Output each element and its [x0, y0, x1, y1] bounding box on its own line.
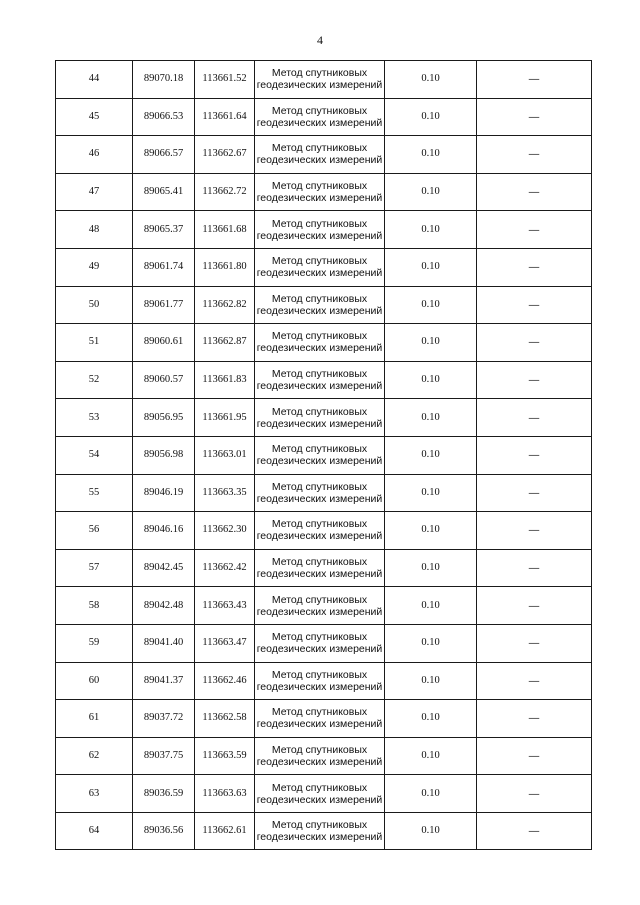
- x-coordinate-cell: 89036.56: [133, 812, 195, 850]
- table-row: [56, 361, 592, 399]
- x-coordinate-cell: 89065.37: [133, 211, 195, 249]
- note-cell: —: [477, 211, 592, 249]
- table-row: [56, 136, 592, 174]
- x-coordinate-cell: 89056.98: [133, 436, 195, 474]
- note-cell: —: [477, 436, 592, 474]
- method-line-2: геодезических измерений: [256, 643, 383, 656]
- method-cell: [255, 324, 385, 362]
- table-row: [56, 624, 592, 662]
- note-cell: —: [477, 286, 592, 324]
- method-cell: [255, 775, 385, 813]
- method-line-2: геодезических измерений: [256, 116, 383, 129]
- accuracy-cell: 0.10: [385, 737, 477, 775]
- table-row: [56, 286, 592, 324]
- table-row: [56, 98, 592, 136]
- method-line-2: геодезических измерений: [256, 154, 383, 167]
- method-cell: [255, 436, 385, 474]
- table-row: [56, 700, 592, 738]
- coordinates-table: [55, 60, 592, 850]
- accuracy-cell: 0.10: [385, 662, 477, 700]
- y-coordinate-cell: 113663.35: [195, 474, 255, 512]
- table-row: [56, 324, 592, 362]
- y-coordinate-cell: 113661.95: [195, 399, 255, 437]
- y-coordinate-cell: 113662.72: [195, 173, 255, 211]
- x-coordinate-cell: 89041.37: [133, 662, 195, 700]
- point-number-cell: 58: [56, 587, 133, 625]
- accuracy-cell: 0.10: [385, 136, 477, 174]
- table-row: [56, 662, 592, 700]
- table-row: [56, 211, 592, 249]
- method-line-1: Метод спутниковых: [271, 142, 368, 155]
- method-line-2: геодезических измерений: [256, 530, 383, 543]
- method-line-2: геодезических измерений: [256, 417, 383, 430]
- method-line-1: Метод спутниковых: [271, 631, 368, 644]
- x-coordinate-cell: 89046.19: [133, 474, 195, 512]
- x-coordinate-cell: 89066.57: [133, 136, 195, 174]
- table-row: [56, 549, 592, 587]
- y-coordinate-cell: 113661.80: [195, 248, 255, 286]
- method-line-1: Метод спутниковых: [271, 255, 368, 268]
- x-coordinate-cell: 89042.45: [133, 549, 195, 587]
- note-cell: —: [477, 549, 592, 587]
- y-coordinate-cell: 113661.64: [195, 98, 255, 136]
- point-number-cell: 64: [56, 812, 133, 850]
- table-row: [56, 61, 592, 99]
- method-line-1: Метод спутниковых: [271, 706, 368, 719]
- method-line-1: Метод спутниковых: [271, 330, 368, 343]
- method-cell: [255, 549, 385, 587]
- method-line-1: Метод спутниковых: [271, 217, 368, 230]
- method-line-2: геодезических измерений: [256, 755, 383, 768]
- method-cell: [255, 474, 385, 512]
- point-number-cell: 44: [56, 61, 133, 99]
- method-cell: [255, 136, 385, 174]
- point-number-cell: 62: [56, 737, 133, 775]
- note-cell: —: [477, 587, 592, 625]
- table-row: [56, 812, 592, 850]
- accuracy-cell: 0.10: [385, 61, 477, 99]
- method-cell: [255, 662, 385, 700]
- method-line-2: геодезических измерений: [256, 267, 383, 280]
- x-coordinate-cell: 89046.16: [133, 512, 195, 550]
- method-line-2: геодезических измерений: [256, 605, 383, 618]
- point-number-cell: 46: [56, 136, 133, 174]
- point-number-cell: 48: [56, 211, 133, 249]
- method-cell: [255, 812, 385, 850]
- y-coordinate-cell: 113662.46: [195, 662, 255, 700]
- note-cell: —: [477, 61, 592, 99]
- method-cell: [255, 211, 385, 249]
- method-cell: [255, 248, 385, 286]
- accuracy-cell: 0.10: [385, 286, 477, 324]
- note-cell: —: [477, 775, 592, 813]
- method-line-2: геодезических измерений: [256, 831, 383, 844]
- method-cell: [255, 61, 385, 99]
- coordinates-table-body: [56, 61, 592, 850]
- table-row: [56, 474, 592, 512]
- point-number-cell: 53: [56, 399, 133, 437]
- accuracy-cell: 0.10: [385, 812, 477, 850]
- x-coordinate-cell: 89061.77: [133, 286, 195, 324]
- note-cell: —: [477, 812, 592, 850]
- method-cell: [255, 737, 385, 775]
- x-coordinate-cell: 89037.72: [133, 700, 195, 738]
- x-coordinate-cell: 89041.40: [133, 624, 195, 662]
- accuracy-cell: 0.10: [385, 775, 477, 813]
- y-coordinate-cell: 113663.01: [195, 436, 255, 474]
- method-cell: [255, 173, 385, 211]
- y-coordinate-cell: 113663.47: [195, 624, 255, 662]
- method-line-1: Метод спутниковых: [271, 180, 368, 193]
- point-number-cell: 59: [56, 624, 133, 662]
- accuracy-cell: 0.10: [385, 624, 477, 662]
- x-coordinate-cell: 89065.41: [133, 173, 195, 211]
- y-coordinate-cell: 113661.68: [195, 211, 255, 249]
- note-cell: —: [477, 248, 592, 286]
- method-line-1: Метод спутниковых: [271, 405, 368, 418]
- note-cell: —: [477, 624, 592, 662]
- y-coordinate-cell: 113662.61: [195, 812, 255, 850]
- x-coordinate-cell: 89056.95: [133, 399, 195, 437]
- x-coordinate-cell: 89061.74: [133, 248, 195, 286]
- method-cell: [255, 286, 385, 324]
- method-cell: [255, 361, 385, 399]
- method-line-1: Метод спутниковых: [271, 367, 368, 380]
- method-line-2: геодезических измерений: [256, 304, 383, 317]
- accuracy-cell: 0.10: [385, 436, 477, 474]
- method-line-1: Метод спутниковых: [271, 781, 368, 794]
- method-line-1: Метод спутниковых: [271, 555, 368, 568]
- table-row: [56, 248, 592, 286]
- point-number-cell: 45: [56, 98, 133, 136]
- note-cell: —: [477, 136, 592, 174]
- note-cell: —: [477, 662, 592, 700]
- x-coordinate-cell: 89060.61: [133, 324, 195, 362]
- accuracy-cell: 0.10: [385, 324, 477, 362]
- method-line-1: Метод спутниковых: [271, 743, 368, 756]
- y-coordinate-cell: 113662.67: [195, 136, 255, 174]
- x-coordinate-cell: 89070.18: [133, 61, 195, 99]
- accuracy-cell: 0.10: [385, 248, 477, 286]
- accuracy-cell: 0.10: [385, 474, 477, 512]
- y-coordinate-cell: 113661.52: [195, 61, 255, 99]
- page-number: 4: [317, 33, 323, 47]
- table-row: [56, 399, 592, 437]
- y-coordinate-cell: 113661.83: [195, 361, 255, 399]
- y-coordinate-cell: 113662.87: [195, 324, 255, 362]
- method-line-1: Метод спутниковых: [271, 518, 368, 531]
- x-coordinate-cell: 89037.75: [133, 737, 195, 775]
- y-coordinate-cell: 113662.30: [195, 512, 255, 550]
- y-coordinate-cell: 113663.63: [195, 775, 255, 813]
- point-number-cell: 60: [56, 662, 133, 700]
- table-row: [56, 737, 592, 775]
- accuracy-cell: 0.10: [385, 98, 477, 136]
- point-number-cell: 57: [56, 549, 133, 587]
- accuracy-cell: 0.10: [385, 512, 477, 550]
- y-coordinate-cell: 113662.42: [195, 549, 255, 587]
- method-line-1: Метод спутниковых: [271, 593, 368, 606]
- accuracy-cell: 0.10: [385, 587, 477, 625]
- accuracy-cell: 0.10: [385, 700, 477, 738]
- accuracy-cell: 0.10: [385, 211, 477, 249]
- method-line-2: геодезических измерений: [256, 79, 383, 92]
- note-cell: —: [477, 98, 592, 136]
- note-cell: —: [477, 173, 592, 211]
- point-number-cell: 63: [56, 775, 133, 813]
- note-cell: —: [477, 399, 592, 437]
- method-cell: [255, 98, 385, 136]
- method-line-2: геодезических измерений: [256, 492, 383, 505]
- point-number-cell: 51: [56, 324, 133, 362]
- method-cell: [255, 512, 385, 550]
- x-coordinate-cell: 89042.48: [133, 587, 195, 625]
- table-row: [56, 512, 592, 550]
- note-cell: —: [477, 474, 592, 512]
- method-cell: [255, 587, 385, 625]
- method-line-1: Метод спутниковых: [271, 443, 368, 456]
- y-coordinate-cell: 113662.82: [195, 286, 255, 324]
- accuracy-cell: 0.10: [385, 173, 477, 211]
- x-coordinate-cell: 89066.53: [133, 98, 195, 136]
- y-coordinate-cell: 113662.58: [195, 700, 255, 738]
- method-line-1: Метод спутниковых: [271, 67, 368, 80]
- point-number-cell: 52: [56, 361, 133, 399]
- method-cell: [255, 700, 385, 738]
- method-line-2: геодезических измерений: [256, 192, 383, 205]
- note-cell: —: [477, 512, 592, 550]
- method-line-2: геодезических измерений: [256, 793, 383, 806]
- note-cell: —: [477, 737, 592, 775]
- note-cell: —: [477, 700, 592, 738]
- method-line-2: геодезических измерений: [256, 380, 383, 393]
- point-number-cell: 47: [56, 173, 133, 211]
- accuracy-cell: 0.10: [385, 399, 477, 437]
- note-cell: —: [477, 324, 592, 362]
- method-line-2: геодезических измерений: [256, 568, 383, 581]
- method-line-1: Метод спутниковых: [271, 480, 368, 493]
- method-line-1: Метод спутниковых: [271, 292, 368, 305]
- note-cell: —: [477, 361, 592, 399]
- y-coordinate-cell: 113663.43: [195, 587, 255, 625]
- point-number-cell: 50: [56, 286, 133, 324]
- point-number-cell: 54: [56, 436, 133, 474]
- point-number-cell: 56: [56, 512, 133, 550]
- accuracy-cell: 0.10: [385, 549, 477, 587]
- method-line-2: геодезических измерений: [256, 455, 383, 468]
- accuracy-cell: 0.10: [385, 361, 477, 399]
- method-cell: [255, 399, 385, 437]
- method-line-2: геодезических измерений: [256, 342, 383, 355]
- method-line-2: геодезических измерений: [256, 718, 383, 731]
- method-line-2: геодезических измерений: [256, 229, 383, 242]
- table-row: [56, 775, 592, 813]
- method-line-2: геодезических измерений: [256, 680, 383, 693]
- x-coordinate-cell: 89060.57: [133, 361, 195, 399]
- table-row: [56, 173, 592, 211]
- table-row: [56, 436, 592, 474]
- y-coordinate-cell: 113663.59: [195, 737, 255, 775]
- point-number-cell: 61: [56, 700, 133, 738]
- method-cell: [255, 624, 385, 662]
- point-number-cell: 49: [56, 248, 133, 286]
- method-line-1: Метод спутниковых: [271, 104, 368, 117]
- table-row: [56, 587, 592, 625]
- x-coordinate-cell: 89036.59: [133, 775, 195, 813]
- method-line-1: Метод спутниковых: [271, 668, 368, 681]
- method-line-1: Метод спутниковых: [271, 819, 368, 832]
- point-number-cell: 55: [56, 474, 133, 512]
